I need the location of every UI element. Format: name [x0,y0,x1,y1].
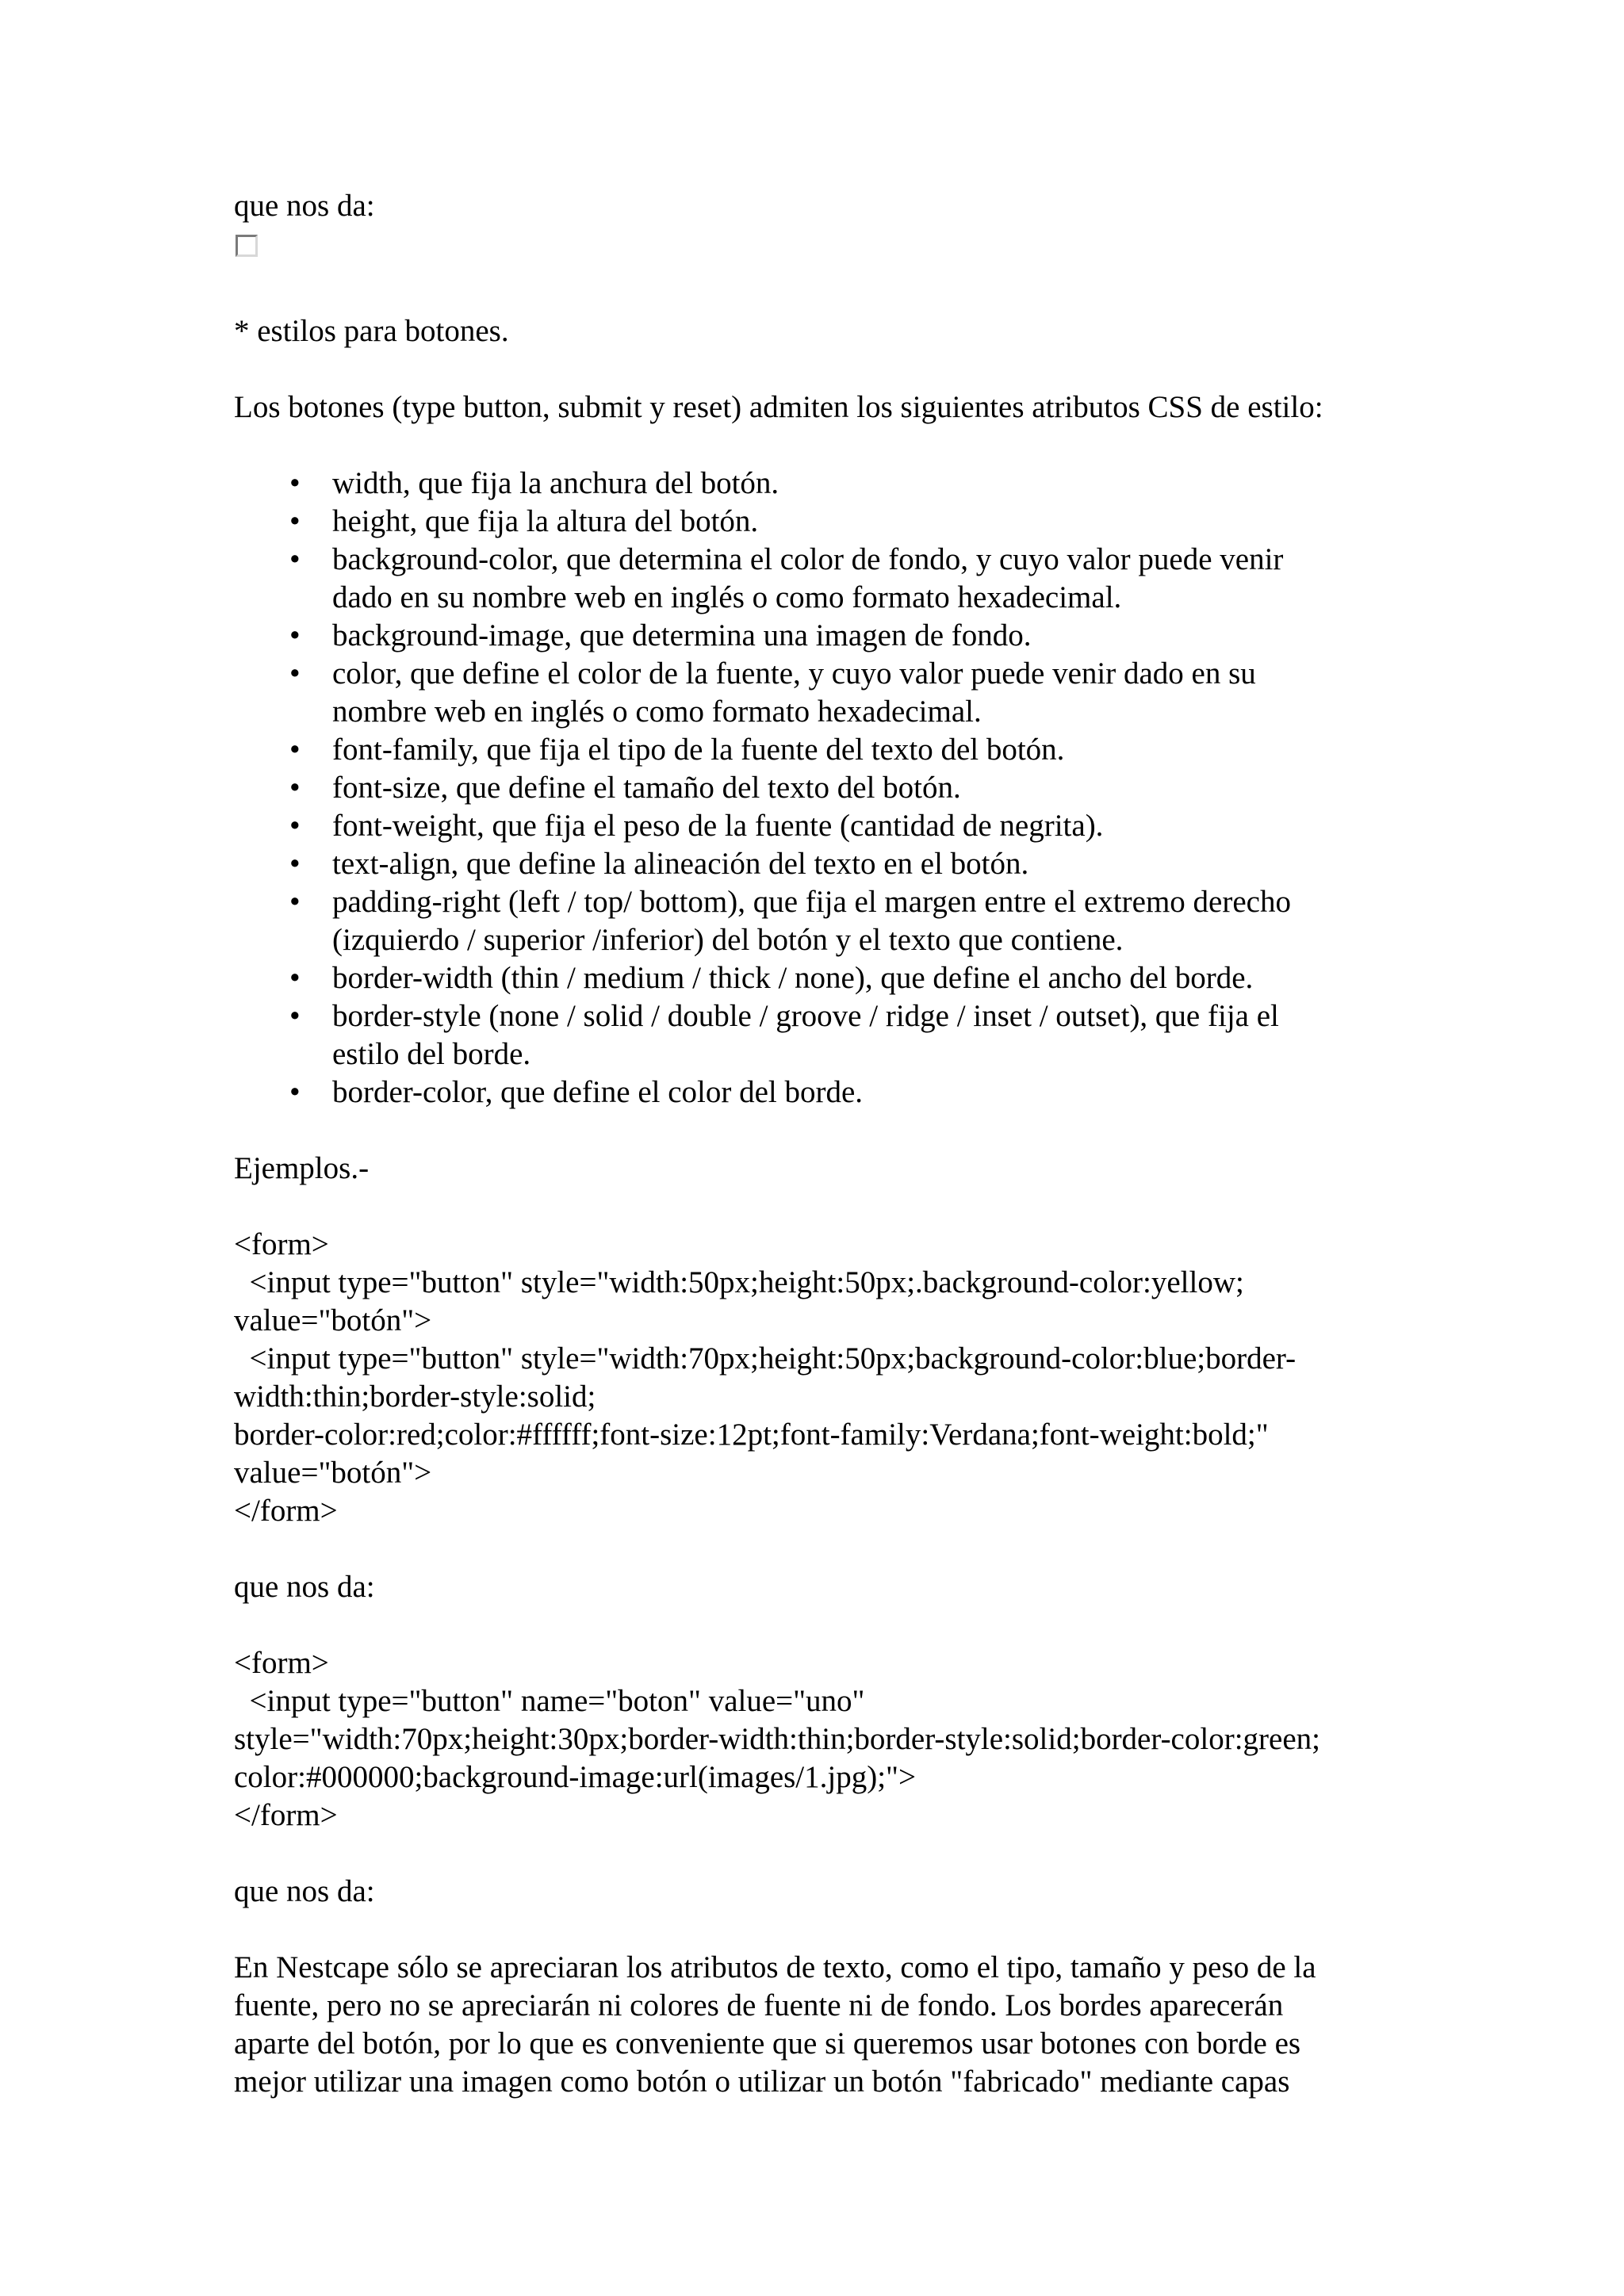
bullet-icon: • [289,809,301,843]
spacer [234,1606,1423,1644]
list-item: • background-image, que determina una imagen de fondo. [234,617,1423,655]
bullet-icon: • [289,542,301,576]
bullet-icon: • [289,656,301,691]
code-line: <form> [234,1646,329,1680]
code-line: border-color:red;color:#ffffff;font-size:12pt;font-family:Verdana;font-weight:bold;" [234,1418,1269,1452]
spacer [234,427,1423,465]
paragraph-line: aparte del botón, por lo que es conveniente que si queremos usar botones con borde es [234,2026,1301,2061]
bullet-icon: • [289,733,301,767]
list-item: • font-weight, que fija el peso de la fuente (cantidad de negrita). [234,807,1423,845]
paragraph-line: En Nestcape sólo se apreciaran los atributos de texto, como el tipo, tamaño y peso de la [234,1950,1316,1984]
code-line: <input type="button" style="width:50px;height:50px;.background-color:yellow; [234,1265,1244,1299]
bullet-icon: • [289,885,301,919]
bullet-icon: • [289,771,301,805]
css-attribute-list [234,465,1423,1112]
paragraph-line: fuente, pero no se apreciarán ni colores de fuente ni de fondo. Los bordes aparecerán [234,1988,1284,2022]
code-example-2 [234,1644,1423,1835]
code-example-1 [234,1226,1423,1530]
spacer [234,1530,1423,1568]
list-item: • height, que fija la altura del botón. [234,503,1423,541]
list-item: • padding-right (left / top/ bottom), que fija el margen entre el extremo derecho (izquierdo / superior /inferior) del botón y el texto que contiene. [289,885,1291,957]
paragraph-line: mejor utilizar una imagen como botón o utilizar un botón "fabricado" mediante capas [234,2064,1290,2099]
spacer [234,266,1423,312]
spacer [234,1911,1423,1949]
list-item: • border-color, que define el color del borde. [234,1073,1423,1112]
document-page [234,187,1423,2101]
list-item: • border-width (thin / medium / thick / none), que define el ancho del borde. [234,959,1423,997]
result-label-top: que nos da: [234,189,375,223]
code-line: <form> [234,1227,329,1261]
list-item: • font-family, que fija el tipo de la fuente del texto del botón. [234,731,1423,769]
code-line: value="botón"> [234,1456,432,1490]
bullet-icon: • [289,618,301,652]
result-label-1: que nos da: [234,1570,375,1604]
intro-paragraph: Los botones (type button, submit y reset) admiten los siguientes atributos CSS de estilo: [234,390,1323,424]
spacer [234,1112,1423,1150]
section-heading: * estilos para botones. [234,314,509,348]
spacer [234,1188,1423,1226]
list-item: • color, que define el color de la fuente, y cuyo valor puede venir dado en su nombre web en inglés o como formato hexadecimal. [289,656,1256,729]
bullet-icon: • [289,504,301,538]
spacer [234,350,1423,388]
result-label-2: que nos da: [234,1874,375,1908]
list-item: • border-style (none / solid / double / groove / ridge / inset / outset), que fija el estilo del borde. [289,999,1279,1071]
code-line: value="botón"> [234,1303,432,1337]
bullet-icon: • [289,847,301,881]
code-line: style="width:70px;height:30px;border-width:thin;border-style:solid;border-color:green; [234,1722,1320,1756]
list-item: • text-align, que define la alineación del texto en el botón. [234,845,1423,883]
code-line: color:#000000;background-image:url(images/1.jpg);"> [234,1760,916,1794]
list-item: • font-size, que define el tamaño del texto del botón. [234,769,1423,807]
list-item: • width, que fija la anchura del botón. [234,465,1423,503]
bullet-icon: • [289,1075,301,1109]
bullet-icon: • [289,466,301,500]
checkbox-control[interactable] [236,235,258,257]
code-line: <input type="button" style="width:70px;height:50px;background-color:blue;border- [234,1341,1297,1376]
spacer [234,1835,1423,1873]
code-line: width:thin;border-style:solid; [234,1380,596,1414]
code-line: <input type="button" name="boton" value="uno" [234,1684,865,1718]
code-line: </form> [234,1494,338,1528]
code-line: </form> [234,1798,338,1832]
list-item: • background-color, que determina el color de fondo, y cuyo valor puede venir dado en su nombre web en inglés o como formato hexadecimal. [289,542,1284,614]
closing-paragraph [234,1949,1423,2101]
bullet-icon: • [289,999,301,1033]
examples-heading: Ejemplos.- [234,1151,370,1185]
bullet-icon: • [289,961,301,995]
